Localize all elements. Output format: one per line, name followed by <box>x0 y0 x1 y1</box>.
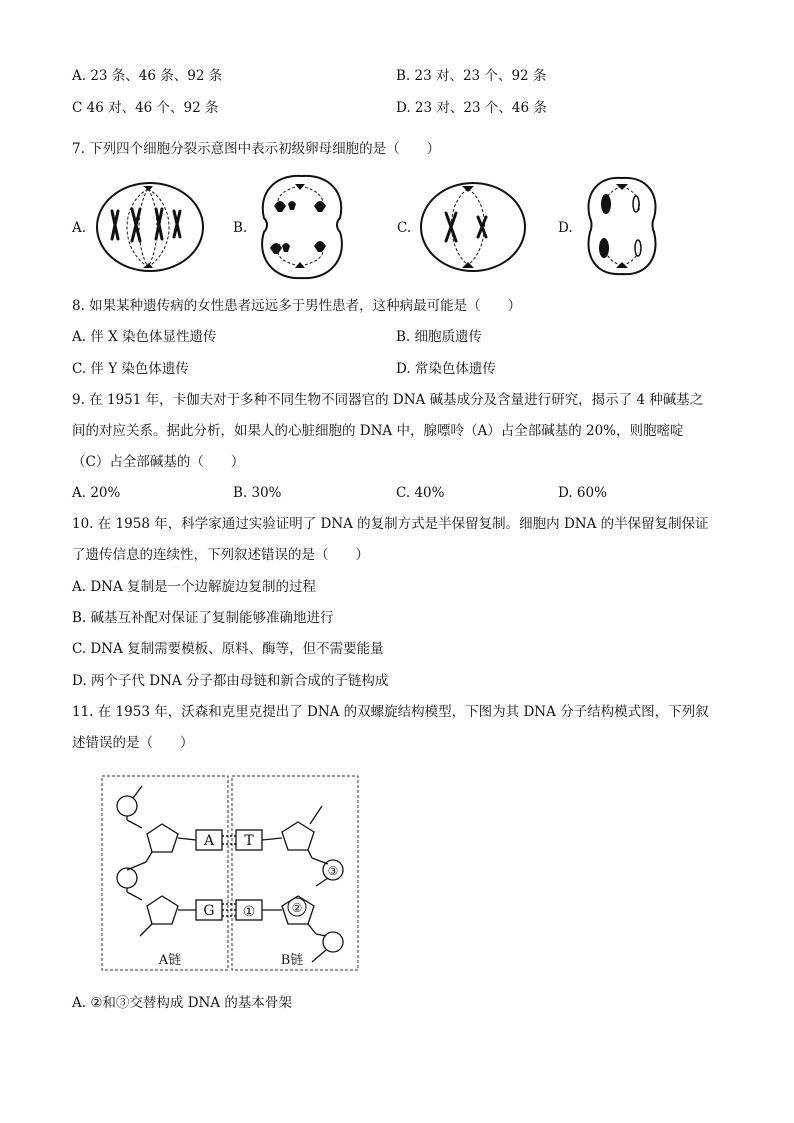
q7-figure-label-a: A. <box>72 220 87 236</box>
q10-stem-line-1: 10. 在 1958 年，科学家通过实验证明了 DNA 的复制方式是半保留复制。细胞内 DNA 的半保留复制保证 <box>72 516 709 532</box>
dna-structure-diagram <box>100 774 362 974</box>
phosphate-a2 <box>117 868 137 888</box>
deoxyribose-b1 <box>282 822 314 850</box>
chain-a-box <box>102 776 228 970</box>
q8-option-a: A. 伴 X 染色体显性遗传 <box>72 329 217 345</box>
base-a-label: A <box>203 833 215 849</box>
mark-2-label: ② <box>291 901 303 915</box>
q9-stem-line-1: 9. 在 1951 年，卡伽夫对于多种不同生物不同器官的 DNA 碱基成分及含量进行研究，揭示了 4 种碱基之 <box>72 392 704 408</box>
q6-option-a: A. 23 条、46 条、92 条 <box>72 68 223 84</box>
q10-option-c: C. DNA 复制需要模板、原料、酶等，但不需要能量 <box>72 641 384 657</box>
deoxyribose-a2 <box>147 896 178 924</box>
phosphate-b2 <box>323 932 343 952</box>
q7-figure-label-b: B. <box>233 220 248 236</box>
q7-figure-label-c: C. <box>397 220 412 236</box>
chain-a-label: A链 <box>158 953 182 968</box>
q8-stem: 8. 如果某种遗传病的女性患者远远多于男性患者，这种病最可能是（ ） <box>72 298 522 314</box>
q9-stem-line-3: （C）占全部碱基的（ ） <box>72 454 245 470</box>
q9-option-b: B. 30% <box>233 485 282 501</box>
q10-stem-line-2: 了遗传信息的连续性，下列叙述错误的是（ ） <box>72 547 369 563</box>
q9-option-a: A. 20% <box>72 485 121 501</box>
q9-option-c: C. 40% <box>396 485 445 501</box>
q10-option-a: A. DNA 复制是一个边解旋边复制的过程 <box>72 579 317 595</box>
chain-b-box <box>232 776 358 970</box>
base-t-label: T <box>244 833 254 849</box>
chain-b-label: B链 <box>280 953 304 968</box>
phosphate-a1 <box>117 796 137 816</box>
q7-stem: 7. 下列四个细胞分裂示意图中表示初级卵母细胞的是（ ） <box>72 141 441 157</box>
q8-option-c: C. 伴 Y 染色体遗传 <box>72 361 189 377</box>
cell-diagram-a <box>94 181 206 273</box>
cell-diagram-c <box>418 181 528 273</box>
q11-option-a: A. ②和③交替构成 DNA 的基本骨架 <box>72 995 292 1011</box>
q11-stem-line-2: 述错误的是（ ） <box>72 735 194 751</box>
q9-option-d: D. 60% <box>558 485 607 501</box>
q6-option-c: C 46 对、46 个、92 条 <box>72 100 219 116</box>
q11-stem-line-1: 11. 在 1953 年，沃森和克里克提出了 DNA 的双螺旋结构模型，下图为其 DNA 分子结构模式图，下列叙 <box>72 704 709 720</box>
q10-option-b: B. 碱基互补配对保证了复制能够准确地进行 <box>72 610 334 626</box>
q10-option-d: D. 两个子代 DNA 分子都由母链和新合成的子链构成 <box>72 673 389 689</box>
q6-option-d: D. 23 对、23 个、46 条 <box>396 100 547 116</box>
q7-figure-label-d: D. <box>558 220 573 236</box>
base-g-label: G <box>203 903 215 919</box>
mark-1-label: ① <box>242 904 256 920</box>
q8-option-b: B. 细胞质遗传 <box>396 329 483 345</box>
q6-option-b: B. 23 对、23 个、92 条 <box>396 68 547 84</box>
deoxyribose-a1 <box>147 824 178 852</box>
q8-option-d: D. 常染色体遗传 <box>396 361 496 377</box>
mark-3-label: ③ <box>327 864 339 878</box>
q9-stem-line-2: 间的对应关系。据此分析，如果人的心脏细胞的 DNA 中，腺嘌呤（A）占全部碱基的 20%，则胞嘧啶 <box>72 423 684 439</box>
cell-diagram-d <box>582 172 664 280</box>
cell-diagram-b <box>254 170 350 284</box>
